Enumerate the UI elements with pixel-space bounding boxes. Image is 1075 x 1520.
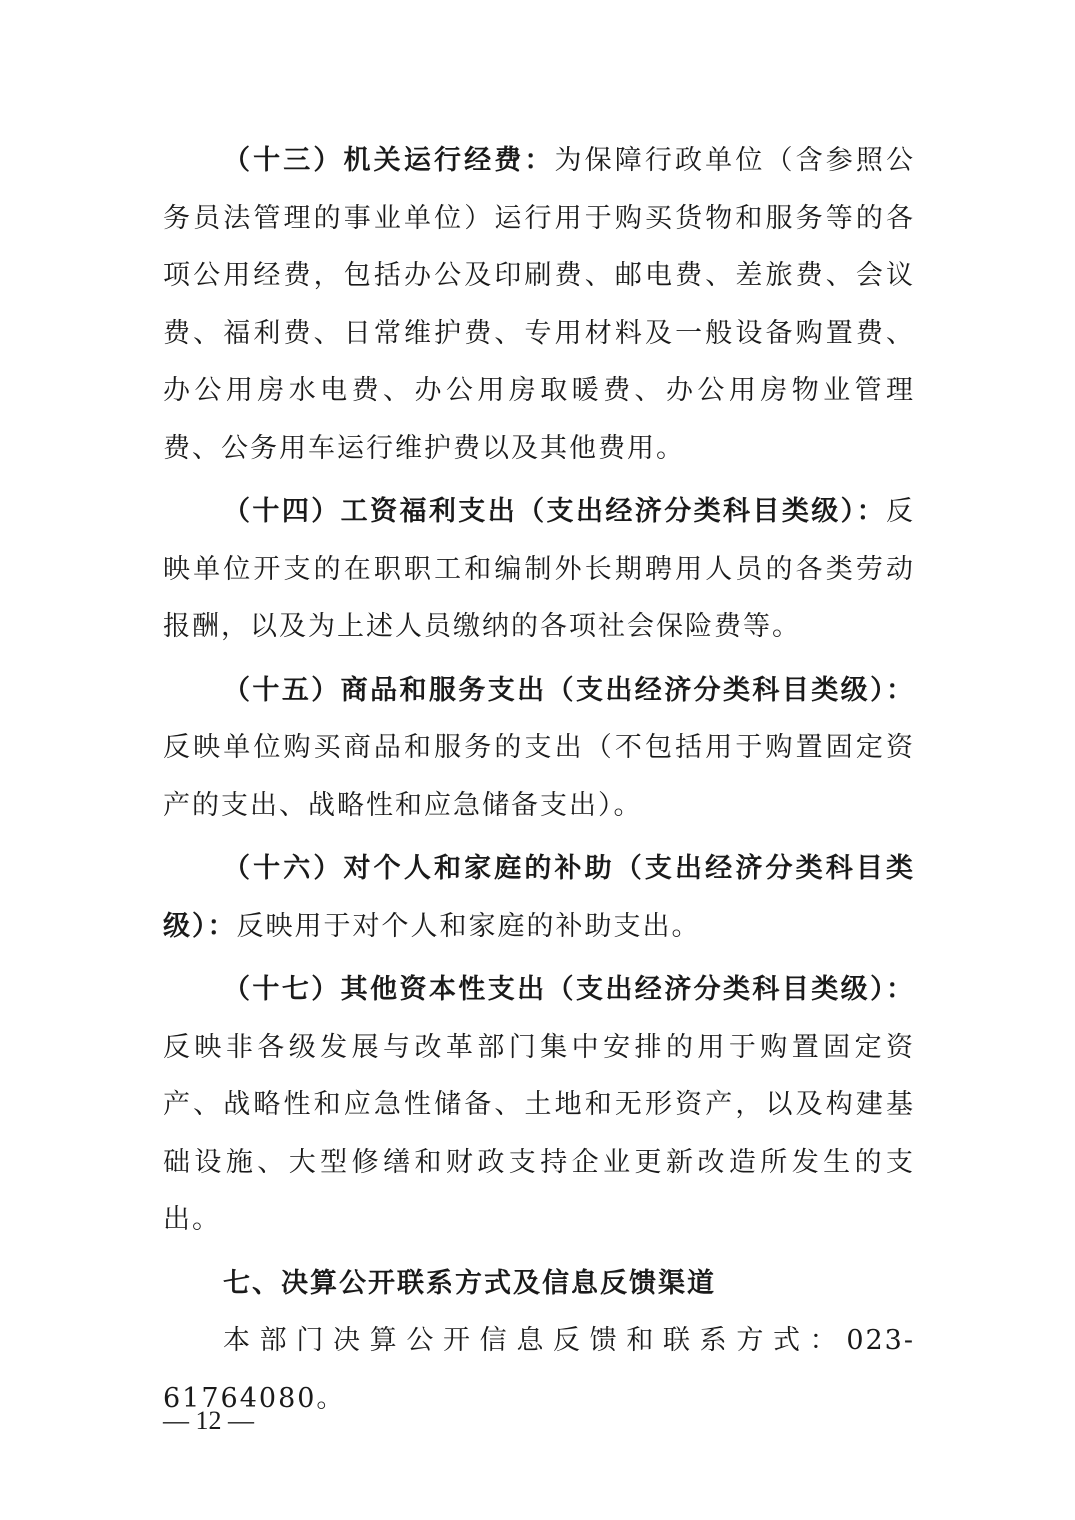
paragraph-item-15 (163, 662, 915, 835)
paragraph-body: 反映非各级发展与改革部门集中安排的用于购置固定资产、战略性和应急性储备、土地和无形资产，以及构建基础设施、大型修缮和财政支持企业更新改造所发生的支出。 (163, 1031, 915, 1235)
paragraph-lead: （十三）机关运行经费： (223, 145, 555, 176)
paragraph-item-17 (163, 961, 915, 1249)
paragraph-item-16 (163, 840, 915, 955)
paragraph-lead: （十六）对个人和家庭的补助（支出经济分类科目类级）： (163, 853, 915, 942)
paragraph-lead: （十七）其他资本性支出（支出经济分类科目类级）： (223, 974, 915, 1005)
paragraph-body: 反映单位购买商品和服务的支出（不包括用于购置固定资产的支出、战略性和应急储备支出）。 (163, 732, 915, 821)
paragraph-lead: （十四）工资福利支出（支出经济分类科目类级）： (223, 496, 886, 527)
document-body (163, 132, 915, 1433)
paragraph-body: 反映单位开支的在职职工和编制外长期聘用人员的各类劳动报酬，以及为上述人员缴纳的各项社会保险费等。 (163, 496, 915, 642)
paragraph-lead: （十五）商品和服务支出（支出经济分类科目类级）： (223, 674, 915, 706)
section-heading: 七、决算公开联系方式及信息反馈渠道 (223, 1267, 716, 1299)
paragraph-body: 反映用于对个人和家庭的补助支出。 (236, 910, 701, 942)
paragraph-body: 为保障行政单位（含参照公务员法管理的事业单位）运行用于购买货物和服务等的各项公用经费，包括办公及印刷费、邮电费、差旅费、会议费、福利费、日常维护费、专用材料及一般设备购置费、办公用房水电费、办公用房取暖费、办公用房物业管理费、公务用车运行维护费以及其他费用。 (163, 145, 915, 464)
page-number: — 12 — (163, 1406, 254, 1435)
paragraph-item-14 (163, 483, 915, 656)
contact-paragraph: 本部门决算公开信息反馈和联系方式：023-61764080。 (163, 1325, 915, 1414)
paragraph-item-13 (163, 132, 915, 477)
